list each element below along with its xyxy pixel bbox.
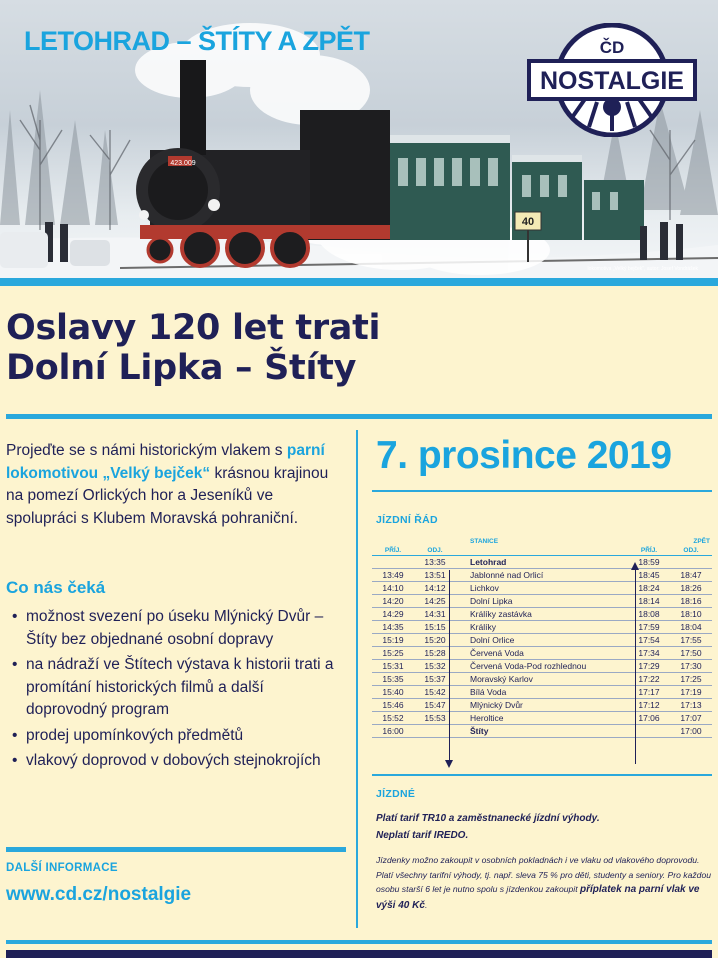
what-awaits-title: Co nás čeká [6,578,106,597]
footer-divider [6,940,712,944]
what-awaits-list [12,606,348,776]
col-return-arr: PŘÍJ. [628,546,670,556]
table-row: 16:00 Štíty 17:00 [372,725,712,738]
fares-title: JÍZDNÉ [376,788,416,800]
fares-details: Jízdenky možno zakoupit v osobních pokladnách i ve vlaku od vlakového doprovodu. Platí všechny tarifní výhody, tj. např. sleva 75 % pro děti, studenty a seniory. Pro každou osobu starší 6 let je nutno spolu s jízdenkou zakoupit příplatek na parní vlak ve výši 40 Kč. [376,855,712,911]
table-row: 15:46 15:47 Mlýnický Dvůr 17:12 17:13 [372,699,712,712]
cd-nostalgie-logo [527,23,697,137]
steam-surcharge: příplatek na parní vlak ve výši 40 Kč [376,884,700,911]
table-row: 15:35 15:37 Moravský Karlov 17:22 17:25 [372,673,712,686]
intro-highlight: parní lokomotivou „Velký bejček“ [6,442,325,482]
hero-divider [0,278,718,286]
more-info-label: DALŠÍ INFORMACE [6,862,118,874]
table-row: 14:10 14:12 Lichkov 18:24 18:26 [372,582,712,595]
direction-up-line [635,564,636,764]
section-divider [6,414,712,419]
headline-line-1: Oslavy 120 let trati [6,308,381,348]
list-item: • na nádraží ve Štítech výstava k historii trati a promítání historických filmů a další doprovodný program [12,654,348,722]
event-date: 7. prosince 2019 [376,434,672,477]
col-dep: ODJ. [414,546,456,556]
photo-credit: lokomotiva „Velký bejček", autor: Josef Vondrášek [587,266,698,272]
col-station: STANICE [470,538,499,545]
list-item: • vlakový doprovod v dobových stejnokrojích [12,750,348,773]
table-row: 13:49 13:51 Jablonné nad Orlicí 18:45 18:47 [372,569,712,582]
timetable [372,537,712,738]
logo-nostalgie-text: NOSTALGIE [540,67,684,95]
table-row: 13:35 Letohrad 18:59 [372,556,712,569]
table-row: 15:25 15:28 Červená Voda 17:34 17:50 [372,647,712,660]
table-row: 15:40 15:42 Bílá Voda 17:17 17:19 [372,686,712,699]
direction-down-line [449,570,450,764]
fares-tariff: Platí tarif TR10 a zaměstnanecké jízdní výhody. Neplatí tarif IREDO. [376,813,600,841]
logo-cd-text: ČD [599,38,625,57]
footer-band [6,950,712,958]
info-divider [6,847,346,852]
route-title: LETOHRAD – ŠTÍTY A ZPĚT [24,26,370,56]
date-divider [372,490,712,492]
table-row: 14:20 14:25 Dolní Lipka 18:14 18:16 [372,595,712,608]
headline [6,308,380,388]
milepost-sign [515,212,541,230]
table-row: 14:29 14:31 Králíky zastávka 18:08 18:10 [372,608,712,621]
svg-text:40: 40 [521,216,535,228]
col-return-dep: ODJ. [670,546,712,556]
arrow-up-icon [631,562,639,570]
column-divider [356,430,358,928]
table-row: 15:31 15:32 Červená Voda-Pod rozhlednou 17:29 17:30 [372,660,712,673]
col-return: ZPĚT [693,538,710,545]
list-item: • možnost svezení po úseku Mlýnický Dvůr – Štíty bez objednané osobní dopravy [12,606,348,651]
more-info-link[interactable]: www.cd.cz/nostalgie [6,884,192,905]
locomotive-number-plate [168,156,198,168]
timetable-divider [372,774,712,776]
timetable-title: JÍZDNÍ ŘÁD [376,514,438,526]
col-arr: PŘÍJ. [372,546,414,556]
hero-photo [0,0,718,278]
table-row: 15:19 15:20 Dolní Orlice 17:54 17:55 [372,634,712,647]
svg-text:423.009: 423.009 [170,160,196,167]
list-item: • prodej upomínkových předmětů [12,725,348,748]
headline-line-2: Dolní Lipka – Štíty [6,348,357,388]
intro-text: Projeďte se s námi historickým vlakem s parní lokomotivou „Velký bejček“ krásnou krajinou na pomezí Orlických hor a Jeseníků ve spolupráci s Klubem Moravská pohraniční. [6,442,329,527]
table-row: 14:35 15:15 Králíky 17:59 18:04 [372,621,712,634]
arrow-down-icon [445,760,453,768]
table-row: 15:52 15:53 Heroltice 17:06 17:07 [372,712,712,725]
